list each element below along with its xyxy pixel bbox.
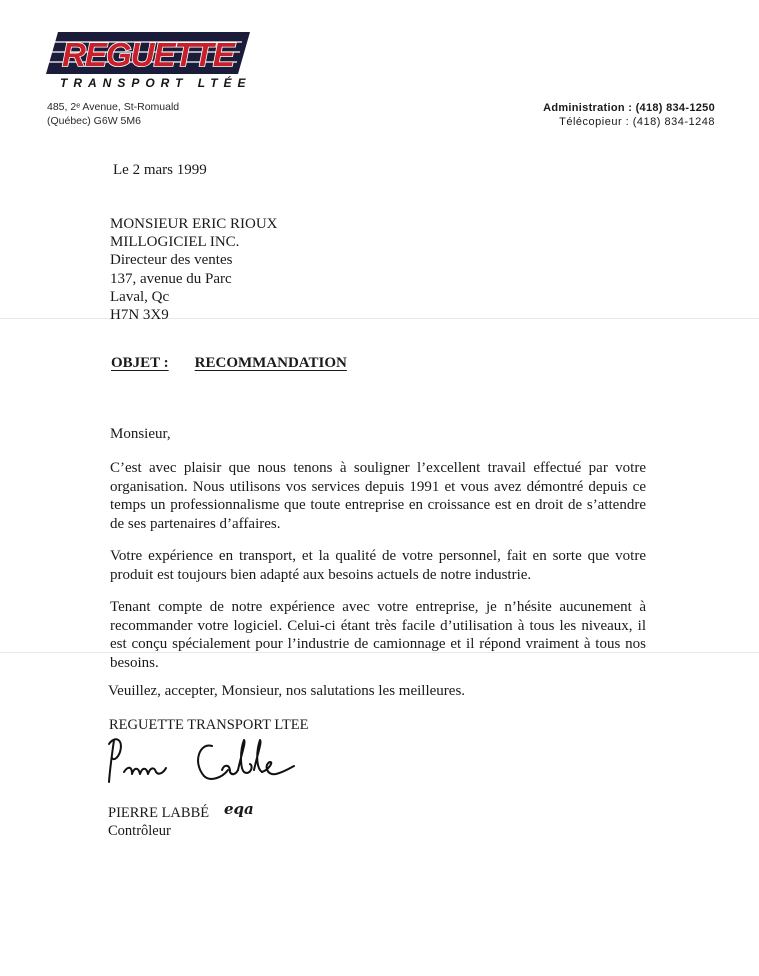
closing-line: Veuillez, accepter, Monsieur, nos salutations les meilleures. bbox=[108, 683, 466, 699]
letter-date: Le 2 mars 1999 bbox=[113, 162, 207, 178]
logo-wordmark: REGUETTE bbox=[62, 36, 234, 73]
address-line: (Québec) G6W 5M6 bbox=[47, 115, 141, 127]
recipient-title: Directeur des ventes bbox=[110, 252, 233, 269]
subject-value: RECOMMANDATION bbox=[194, 355, 347, 371]
company-logo bbox=[44, 30, 254, 98]
recipient-block bbox=[110, 215, 278, 324]
signer-name: PIERRE LABBÉ bbox=[108, 805, 210, 821]
handwritten-signature bbox=[104, 732, 314, 794]
fax-number: Télécopieur : (418) 834-1248 bbox=[559, 116, 715, 128]
body-paragraph: Tenant compte de notre expérience avec votre entreprise, je n’hésite aucunement à recommander votre logiciel. Celui-ci étant très facile d’utilisation à tous les niveaux, il est conçu spécialement pour l’industrie de camionnage et il répond vraiment à tous nos besoins. bbox=[110, 599, 646, 671]
sender-address bbox=[47, 100, 179, 128]
admin-phone: Administration : (418) 834-1250 bbox=[543, 102, 715, 114]
recipient-postal: H7N 3X9 bbox=[110, 307, 169, 324]
logo-subtitle: TRANSPORT LTÉE bbox=[60, 76, 252, 90]
typist-initials: eqa bbox=[224, 800, 254, 818]
body-paragraph: Votre expérience en transport, et la qualité de votre personnel, fait en sorte que votre produit est toujours bien adapté aux besoins actuels de notre industrie. bbox=[110, 548, 646, 583]
recipient-company: MILLOGICIEL INC. bbox=[110, 234, 240, 251]
recipient-name: MONSIEUR ERIC RIOUX bbox=[110, 216, 278, 232]
salutation: Monsieur, bbox=[110, 426, 171, 442]
recipient-city: Laval, Qc bbox=[110, 288, 170, 305]
signer-title: Contrôleur bbox=[108, 823, 171, 839]
body-paragraph: C’est avec plaisir que nous tenons à souligner l’excellent travail effectué par votre organisation. Nous utilisons vos services depuis 1991 et vous avez démontré depuis ce temps un professionnalisme que toute entreprise en croissance est en droit de s’attendre de ses partenaires d’affaires. bbox=[110, 460, 646, 532]
signer-block bbox=[108, 804, 209, 840]
address-line: 485, 2ᵉ Avenue, St-Romuald bbox=[47, 101, 180, 113]
subject-line bbox=[111, 355, 347, 372]
recipient-street: 137, avenue du Parc bbox=[110, 270, 232, 287]
signing-company: REGUETTE TRANSPORT LTEE bbox=[109, 717, 309, 733]
subject-label: OBJET : bbox=[111, 355, 169, 371]
sender-contact bbox=[543, 101, 715, 129]
logo-banner bbox=[44, 30, 254, 76]
